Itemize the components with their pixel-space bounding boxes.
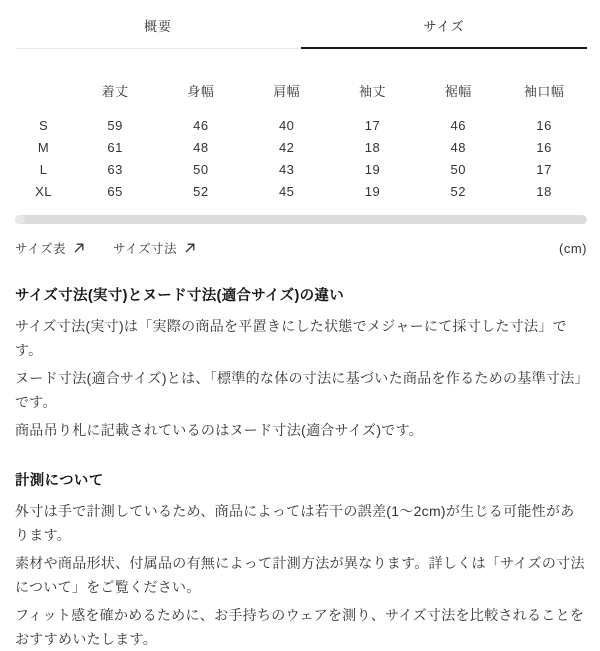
cell-value: 17 [536,161,552,177]
table-horizontal-scrollbar[interactable] [15,215,587,224]
external-link-icon [184,242,196,254]
section-size-vs-nude-measurement [15,284,587,442]
section-heading: 計測について [15,473,104,489]
section-paragraph: 素材や商品形状、付属品の有無によって計測方法が異なります。詳しくは「サイズの寸法について」をご覧ください。 [15,555,585,595]
cell-value: 40 [278,117,295,133]
section-heading: サイズ寸法(実寸)とヌード寸法(適合サイズ)の違い [15,288,344,304]
cell-value: 50 [450,161,466,177]
size-label: L [39,161,48,177]
cell-value: 65 [107,183,123,199]
section-paragraph: フィット感を確かめるために、お手持ちのウェアを測り、サイズ寸法を比較されることをおすすめいたします。 [15,607,585,647]
cell-value: 45 [278,183,295,199]
section-about-measurement [15,469,587,651]
cell-value: 18 [364,139,381,155]
cell-value: 48 [450,139,466,155]
cell-value: 19 [364,161,381,177]
section-paragraph: 商品吊り札に記載されているのはヌード寸法(適合サイズ)です。 [15,422,424,438]
cell-value: 52 [193,183,209,199]
size-table-header-row [15,81,587,114]
cell-value: 17 [364,117,381,133]
size-spec-table [15,81,587,202]
section-paragraph: 外寸は手で計測しているため、商品によっては若干の誤差(1〜2cm)が生じる可能性があります。 [15,503,575,543]
column-header-body-width: 身幅 [187,84,215,99]
size-tab-panel [0,16,600,651]
cell-value: 43 [278,161,295,177]
cell-value: 19 [364,183,381,199]
cell-value: 59 [107,117,123,133]
cell-value: 50 [193,161,209,177]
product-detail-tabbar [15,16,587,49]
column-header-sleeve-length: 袖丈 [358,84,386,99]
cell-value: 48 [193,139,209,155]
section-paragraph: ヌード寸法(適合サイズ)とは、「標準的な体の寸法に基づいた商品を作るための基準寸法」です。 [15,370,582,410]
column-header-body-length: 着丈 [101,84,129,99]
size-label: M [37,139,50,155]
table-row-size-m [15,136,587,158]
cell-value: 46 [450,117,466,133]
table-row-size-s [15,114,587,136]
size-chart-link[interactable] [15,239,85,257]
cell-value: 42 [278,139,295,155]
tab-overview[interactable]: 概要 [15,16,301,49]
size-label: XL [35,183,53,199]
cell-value: 18 [536,183,552,199]
cell-value: 61 [107,139,123,155]
unit-label-cm: (cm) [559,240,587,256]
size-measurement-link[interactable] [113,239,196,257]
column-header-hem-width: 裾幅 [444,84,472,99]
size-measurement-link-label: サイズ寸法 [113,242,178,256]
section-paragraph: サイズ寸法(実寸)は「実際の商品を平置きにした状態でメジャーにて採寸した寸法」です。 [15,318,567,358]
table-row-size-xl [15,180,587,202]
column-header-cuff-width: 袖口幅 [523,84,565,99]
size-label: S [39,117,49,133]
table-row-size-l [15,158,587,180]
external-link-icon [73,242,85,254]
size-chart-link-label: サイズ表 [15,242,67,256]
size-column-spacer [15,81,72,114]
column-header-shoulder-width: 肩幅 [273,84,301,99]
cell-value: 63 [107,161,123,177]
cell-value: 16 [536,139,552,155]
cell-value: 52 [450,183,466,199]
scrollbar-thumb[interactable] [15,215,25,224]
size-links-row [15,239,587,257]
cell-value: 46 [193,117,209,133]
tab-size[interactable]: サイズ [301,16,587,49]
cell-value: 16 [536,117,552,133]
